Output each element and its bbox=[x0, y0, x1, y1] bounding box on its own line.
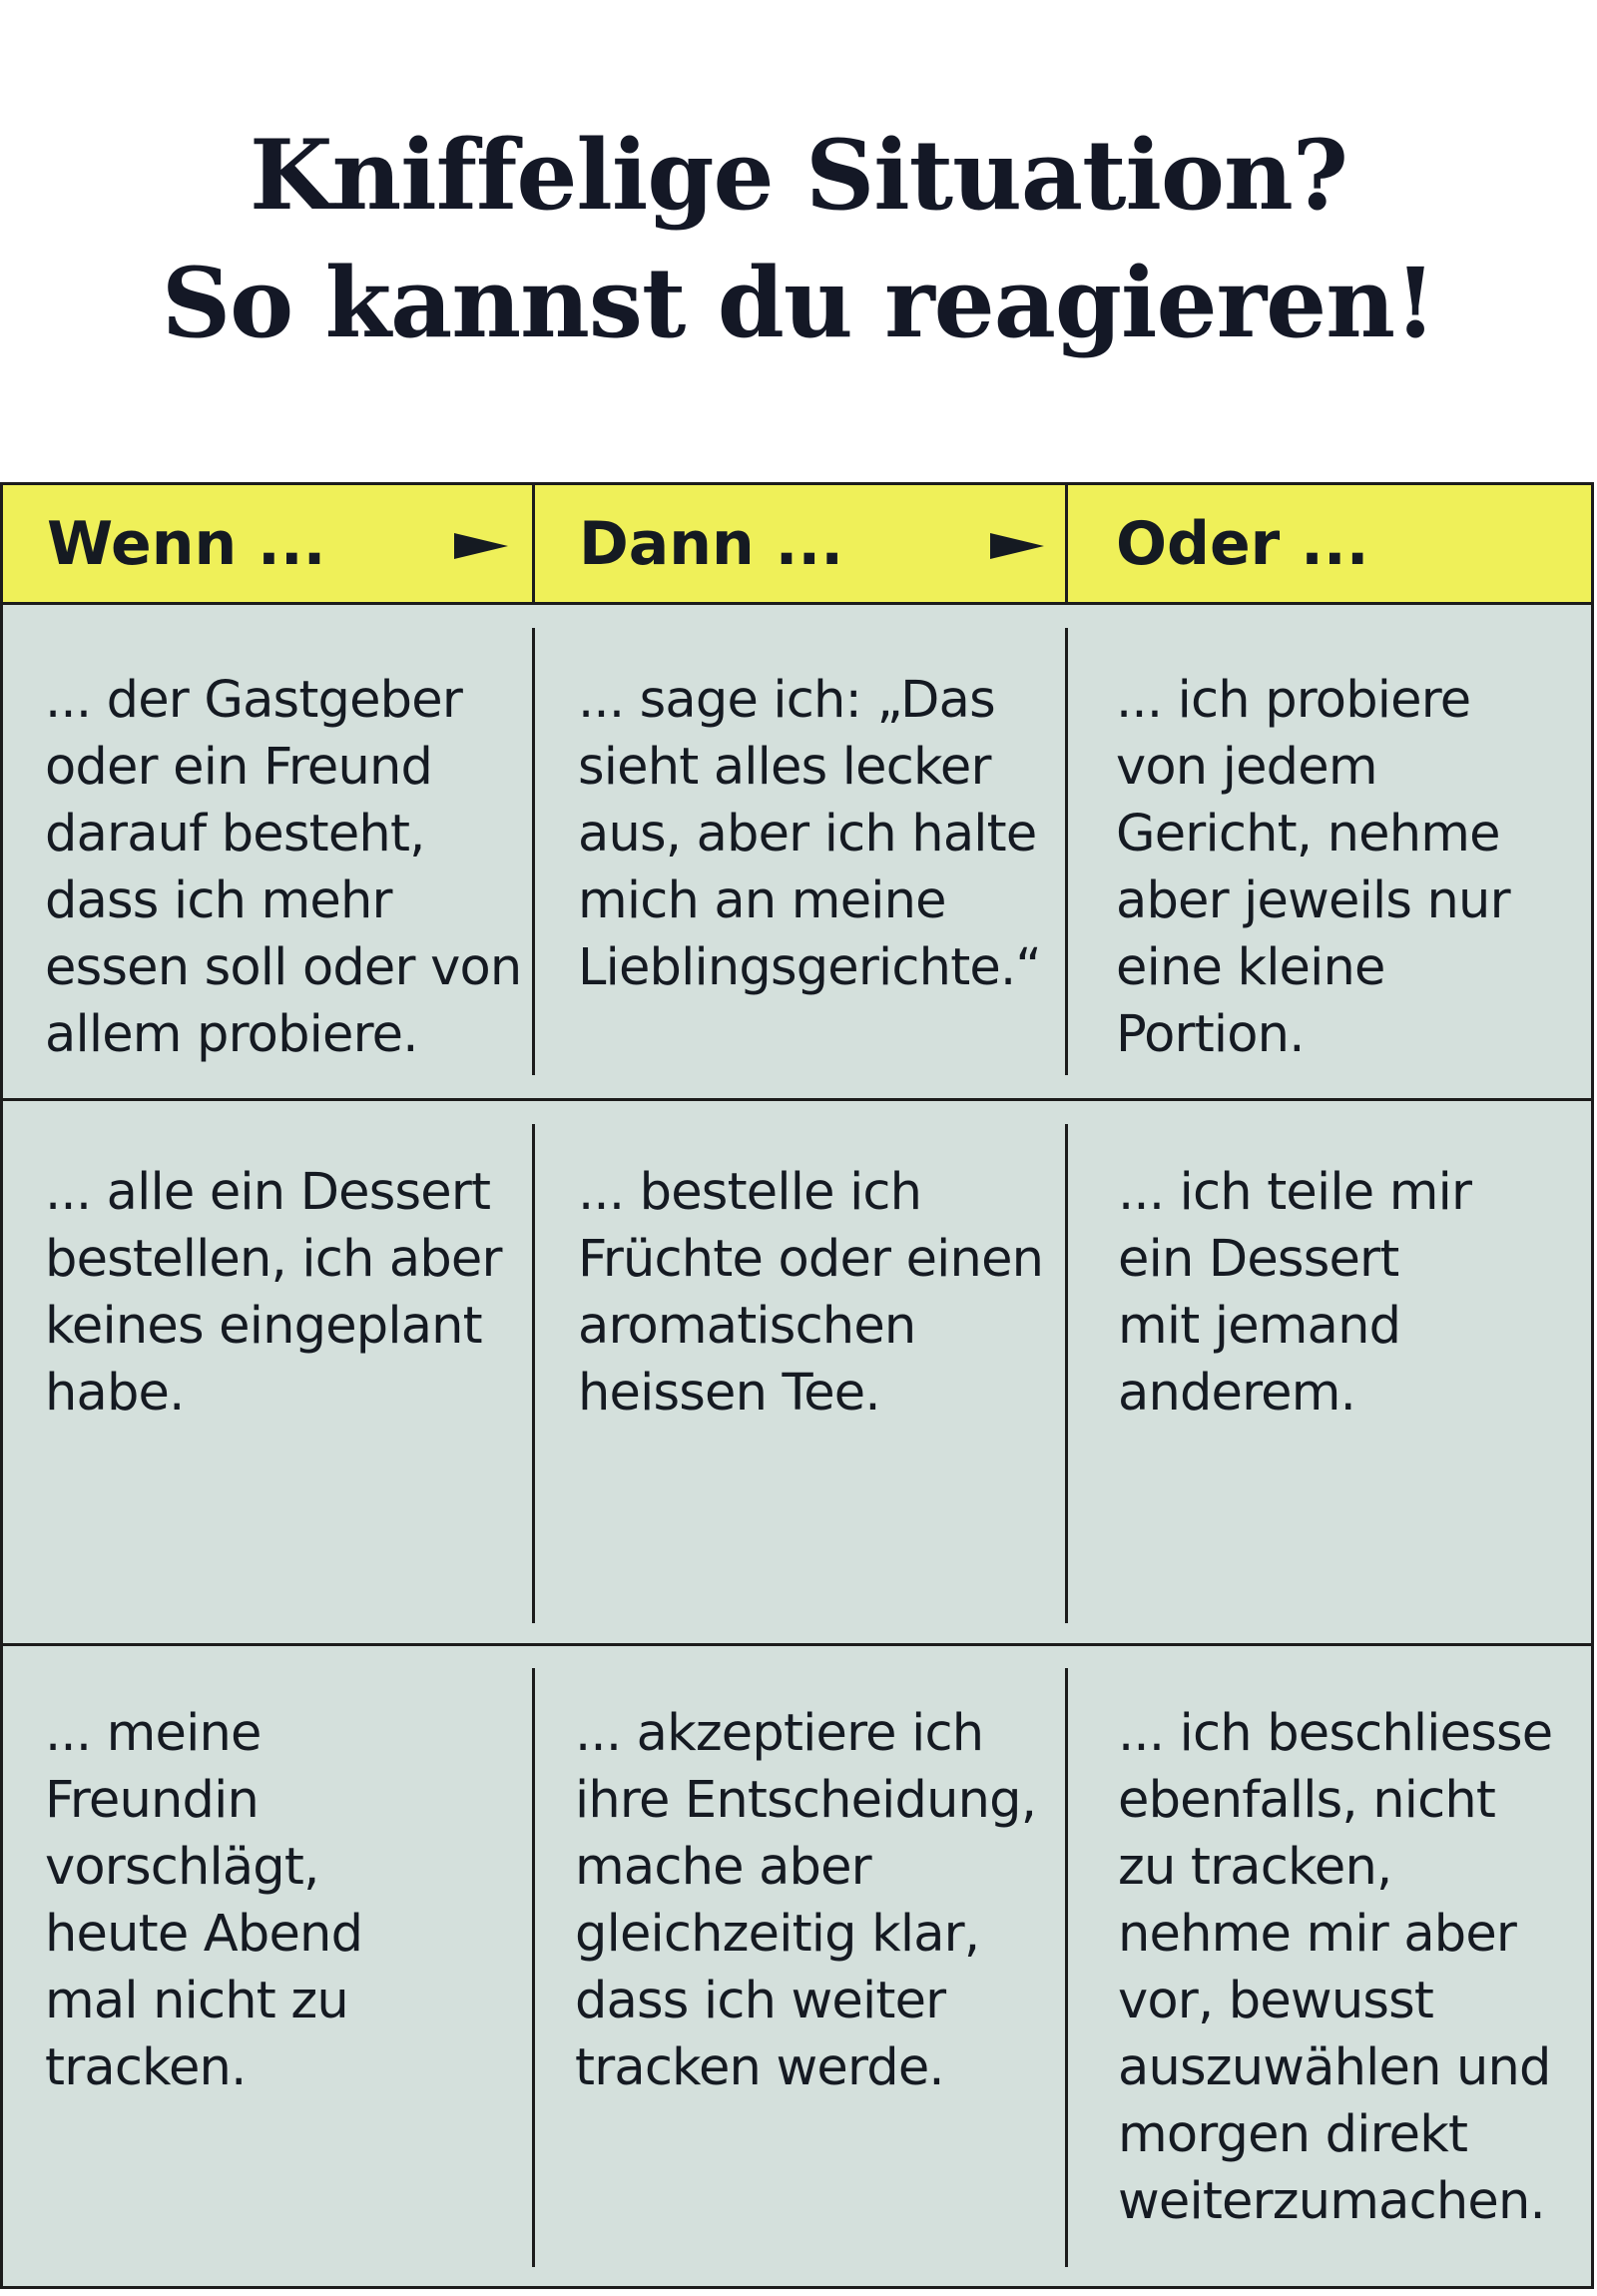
table-header bbox=[3, 485, 1591, 605]
page-title bbox=[0, 112, 1597, 367]
title-line-2: So kannst du reagieren! bbox=[161, 247, 1436, 359]
column-divider bbox=[1065, 1668, 1068, 2267]
row-divider bbox=[3, 1643, 1591, 1646]
header-label-wenn: Wenn ... bbox=[47, 509, 326, 579]
column-divider bbox=[1065, 1124, 1068, 1623]
column-divider bbox=[1065, 628, 1068, 1075]
table-cell-oder: ... ich teile mir ein Dessert mit jemand anderem. bbox=[1118, 1163, 1472, 1423]
right-arrow-icon bbox=[454, 533, 508, 559]
header-label-oder: Oder ... bbox=[1116, 509, 1369, 579]
situation-table bbox=[0, 482, 1594, 2289]
table-cell-wenn: ... meine Freundin vorschlägt, heute Abend mal nicht zu tracken. bbox=[45, 1704, 363, 2097]
header-label-dann: Dann ... bbox=[579, 509, 843, 579]
table-cell-wenn: ... der Gastgeber oder ein Freund darauf besteht, dass ich mehr essen soll oder von allem probiere. bbox=[45, 671, 522, 1064]
column-divider bbox=[532, 1124, 535, 1623]
table-cell-oder: ... ich beschliesse ebenfalls, nicht zu tracken, nehme mir aber vor, bewusst auszuwählen und morgen direkt weiterzumachen. bbox=[1118, 1704, 1553, 2231]
table-cell-dann: ... sage ich: „Das sieht alles lecker aus, aber ich halte mich an meine Lieblingsgerichte.“ bbox=[578, 671, 1041, 997]
header-cell-wenn bbox=[3, 485, 532, 602]
title-line-1: Kniffelige Situation? bbox=[250, 119, 1347, 232]
column-divider bbox=[532, 1668, 535, 2267]
table-cell-wenn: ... alle ein Dessert bestellen, ich aber keines eingeplant habe. bbox=[45, 1163, 502, 1423]
table-cell-dann: ... akzeptiere ich ihre Entscheidung, mache aber gleichzeitig klar, dass ich weiter tracken werde. bbox=[575, 1704, 1037, 2097]
table-cell-oder: ... ich probiere von jedem Gericht, nehme aber jeweils nur eine kleine Portion. bbox=[1116, 671, 1510, 1064]
column-divider bbox=[532, 628, 535, 1075]
header-cell-oder bbox=[1068, 485, 1594, 602]
header-cell-dann bbox=[535, 485, 1065, 602]
right-arrow-icon bbox=[990, 533, 1044, 559]
row-divider bbox=[3, 1098, 1591, 1101]
table-cell-dann: ... bestelle ich Früchte oder einen aromatischen heissen Tee. bbox=[578, 1163, 1044, 1423]
